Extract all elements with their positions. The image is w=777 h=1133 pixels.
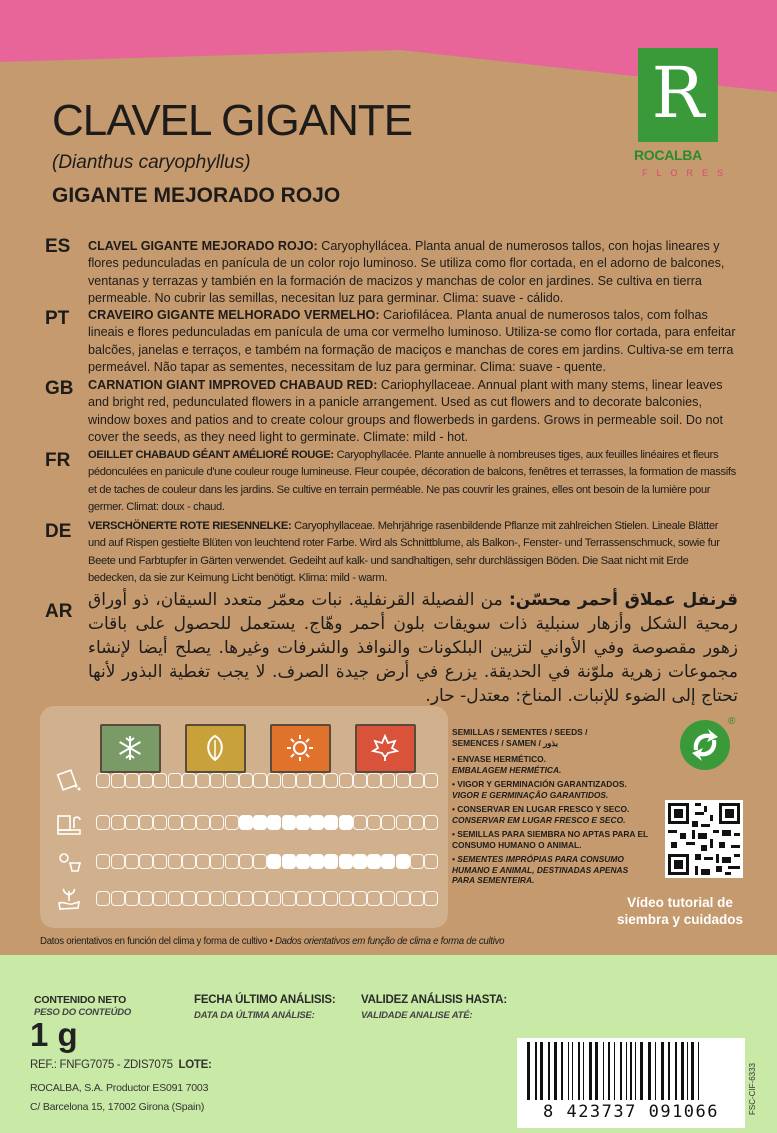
sun-icon bbox=[286, 734, 314, 762]
season-spring bbox=[185, 724, 246, 773]
calendar-cell bbox=[168, 773, 182, 788]
recycle-arrows-icon bbox=[680, 720, 730, 770]
barcode-bar bbox=[527, 1042, 530, 1100]
calendar-cell bbox=[239, 854, 253, 869]
calendar-cell bbox=[267, 773, 281, 788]
product-title: CLAVEL GIGANTE bbox=[52, 96, 413, 145]
calendar-cell bbox=[168, 815, 182, 830]
description-es-text: Caryophyllácea. Planta anual de numerosos tallos, con hojas lineares y flores pedunculadas en panícula de un color rojo luminoso. Se utiliza como flor cortada, en el adorno de balcones, ventanas y terrazas y también en la formación de macizos y manchas de color en jardines. Se cultiva en tierra permeable. No cubrir las semillas, necesitan luz para germinar. Clima: suave - cálido. bbox=[88, 239, 725, 306]
validity-label: VALIDEZ ANÁLISIS HASTA: bbox=[361, 994, 507, 1006]
description-es-head: CLAVEL GIGANTE MEJORADO ROJO: bbox=[88, 239, 318, 253]
calendar-cell bbox=[353, 854, 367, 869]
calendar-cell bbox=[139, 773, 153, 788]
leaf-icon bbox=[201, 734, 229, 762]
barcode-bar bbox=[648, 1042, 651, 1100]
description-fr-head: OEILLET CHABAUD GÉANT AMÉLIORÉ ROUGE: bbox=[88, 449, 334, 461]
description-gb bbox=[88, 377, 736, 447]
barcode-bar bbox=[583, 1042, 584, 1100]
seeds-item-italic: VIGOR E GERMINAÇÃO GARANTIDOS. bbox=[452, 789, 609, 800]
barcode-bar bbox=[535, 1042, 537, 1100]
net-content-sub: PESO DO CONTEÚDO bbox=[34, 1007, 132, 1018]
calendar-cell bbox=[153, 773, 167, 788]
calendar-cell bbox=[410, 773, 424, 788]
calendar-cell bbox=[239, 815, 253, 830]
barcode-bar bbox=[589, 1042, 592, 1100]
sowing-calendar bbox=[40, 706, 448, 928]
calendar-cell bbox=[339, 773, 353, 788]
barcode-bars bbox=[517, 1038, 745, 1102]
seeds-heading-1: SEMILLAS / SEMENTES / SEEDS / bbox=[452, 727, 588, 737]
calendar-cell bbox=[253, 773, 267, 788]
calendar-cell bbox=[324, 891, 338, 906]
calendar-cell bbox=[282, 891, 296, 906]
barcode-bar bbox=[603, 1042, 604, 1100]
description-de-head: VERSCHÖNERTE ROTE RIESENNELKE: bbox=[88, 520, 292, 532]
calendar-cell bbox=[267, 854, 281, 869]
maple-leaf-icon bbox=[371, 734, 399, 762]
calendar-cell bbox=[196, 891, 210, 906]
calendar-cell bbox=[210, 854, 224, 869]
calendar-cell bbox=[267, 891, 281, 906]
logo-name: ROCALBA bbox=[634, 147, 702, 163]
calendar-cell bbox=[125, 891, 139, 906]
seeds-item-text: • ENVASE HERMÉTICO. bbox=[452, 754, 546, 764]
calendar-cell bbox=[182, 773, 196, 788]
seeds-item bbox=[452, 854, 652, 886]
calendar-cell bbox=[282, 854, 296, 869]
calendar-cell bbox=[182, 815, 196, 830]
calendar-cell bbox=[210, 773, 224, 788]
qr-code-pattern bbox=[665, 800, 743, 878]
reference-code: REF.: FNFG7075 - ZDIS7075 bbox=[30, 1059, 173, 1071]
calendar-cell bbox=[96, 854, 110, 869]
description-de bbox=[88, 518, 736, 588]
calendar-cell bbox=[96, 773, 110, 788]
calendar-cell bbox=[139, 854, 153, 869]
calendar-cell bbox=[296, 891, 310, 906]
calendar-cell bbox=[210, 891, 224, 906]
calendar-cell bbox=[196, 773, 210, 788]
barcode-bar bbox=[548, 1042, 550, 1100]
calendar-cell bbox=[310, 773, 324, 788]
calendar-cell bbox=[324, 854, 338, 869]
footnote-text: Datos orientativos en función del clima y forma de cultivo • bbox=[40, 936, 275, 947]
calendar-cell bbox=[111, 815, 125, 830]
barcode-bar bbox=[578, 1042, 580, 1100]
description-gb-head: CARNATION GIANT IMPROVED CHABAUD RED: bbox=[88, 378, 378, 392]
calendar-cell bbox=[396, 815, 410, 830]
description-ar-head: قرنفل عملاق أحمر محسّن: bbox=[508, 590, 738, 610]
logo-subtitle: FLORES bbox=[642, 168, 733, 178]
description-de-text: Caryophyllaceae. Mehrjährige rasenbildende Pflanze mit zahlreichen Stielen. Lineale Blätter und auf Rispen gestielte Blüten von leuchtend roter Farbe. Wird als Schnittblume, als Balkon-, Fenster- und Terrassenschmuck, sowie fur Beete und Farbtupfer in Gärten verwendet. Gedeiht auf kalk- und sandhaltigen, sehr durchlässigen Böden. Die Saat nicht mit Erde bedecken, da sie zur Keimung Licht benötigt. Klima: mild - warm. bbox=[88, 520, 720, 585]
barcode-bar bbox=[554, 1042, 557, 1100]
barcode-bar bbox=[608, 1042, 610, 1100]
calendar-cell bbox=[296, 854, 310, 869]
calendar-cell bbox=[296, 815, 310, 830]
calendar-cell bbox=[339, 854, 353, 869]
calendar-cell bbox=[267, 815, 281, 830]
calendar-cell bbox=[111, 891, 125, 906]
registered-mark: ® bbox=[728, 716, 736, 727]
calendar-cell bbox=[396, 854, 410, 869]
latin-name: (Dianthus caryophyllus) bbox=[52, 152, 251, 173]
description-fr-text: Caryophyllacée. Plante annuelle à nombreuses tiges, aux feuilles linéaires et fleurs pédonculées en panicule d'une couleur rouge lumineuse. Fleur coupée, décoration de balcons, fenêtres et terrasses, la formation de massifs et de taches de couleur dans les jardins. Se cultive en terrain perméable. Ne pas couvrir les graines, elles ont besoin de la lumière pour germer. Climat: doux - chaud. bbox=[88, 449, 736, 514]
video-tutorial-label bbox=[604, 894, 756, 928]
sun-watering-icon bbox=[56, 849, 82, 873]
seeds-list bbox=[452, 754, 652, 886]
description-fr bbox=[88, 447, 736, 517]
calendar-cell bbox=[282, 773, 296, 788]
seeds-heading-2: SEMENCES / SAMEN / بذور bbox=[452, 737, 559, 748]
validity-sub: VALIDADE ANALISE ATÉ: bbox=[361, 1010, 473, 1021]
barcode-bar bbox=[626, 1042, 627, 1100]
calendar-cell bbox=[353, 891, 367, 906]
calendar-cell bbox=[253, 854, 267, 869]
calendar-cell bbox=[225, 773, 239, 788]
calendar-cell bbox=[381, 773, 395, 788]
description-pt-text: Cariofilácea. Planta anual de numerosos talos, com folhas lineais e flores pedunculadas em panícula de uma cor vermelho luminoso. Utiliza-se como flor cortada, para enfeitar balcões, janelas e terraços, e também na formação de maciços e manchas de cores em jardins. Cultiva-se em terra permeável. Não tapar as sementes, necessitam de luz para germinar. Clima: suave - quente. bbox=[88, 308, 736, 375]
barcode-bar bbox=[681, 1042, 684, 1100]
calendar-cell bbox=[225, 891, 239, 906]
variety-name: GIGANTE MEJORADO ROJO bbox=[52, 184, 341, 207]
seed-packet-icon bbox=[56, 768, 82, 792]
lang-code-fr: FR bbox=[45, 450, 71, 471]
fsc-code: FSC-CIF-6333 bbox=[748, 1062, 757, 1115]
calendar-cell bbox=[381, 815, 395, 830]
footnote-italic: Dados orientativos em função de clima e forma de cultivo bbox=[274, 936, 505, 947]
barcode-bar bbox=[561, 1042, 563, 1100]
season-autumn bbox=[355, 724, 416, 773]
calendar-cell bbox=[310, 854, 324, 869]
lang-code-pt: PT bbox=[45, 308, 70, 329]
calendar-cell bbox=[153, 815, 167, 830]
calendar-cell bbox=[310, 815, 324, 830]
logo-letter: R bbox=[651, 52, 705, 134]
calendar-cell bbox=[182, 891, 196, 906]
calendar-cell bbox=[339, 815, 353, 830]
reference-line bbox=[30, 1059, 212, 1071]
description-ar-text: من الفصيلة القرنفلية. نبات معمّر متعدد السيقان، ذو أوراق رمحية الشكل وأزهار سنبلية ذات سويقات بلون أحمر وهّاج. يستعمل للحصول على باقات زهور مقصوصة وفي الأواني لتزيين البلكونات والنوافذ والشرفات وغيرها. يصلح أيضا لإنشاء مجموعات زهرية ملوّنة في الحديقة. يزرع في أرض جيدة الصرف. لا يجب تغطية البذور لأنها تحتاج إلى الضوء للإنبات. المناخ: معتدل- حار. bbox=[88, 590, 738, 706]
calendar-cell bbox=[139, 891, 153, 906]
season-summer bbox=[270, 724, 331, 773]
calendar-cell bbox=[381, 854, 395, 869]
plant-in-hand-icon bbox=[56, 887, 82, 911]
calendar-cell bbox=[339, 891, 353, 906]
barcode bbox=[517, 1038, 745, 1128]
calendar-cell bbox=[153, 891, 167, 906]
calendar-cell bbox=[410, 891, 424, 906]
description-ar bbox=[88, 588, 738, 708]
calendar-cell bbox=[410, 815, 424, 830]
barcode-bar bbox=[691, 1042, 694, 1100]
seeds-info bbox=[452, 727, 652, 890]
seeds-item bbox=[452, 754, 652, 775]
seeds-item-text: • CONSERVAR EN LUGAR FRESCO Y SECO. bbox=[452, 804, 630, 814]
barcode-bar bbox=[540, 1042, 543, 1100]
video-tutorial-line-1: Vídeo tutorial de bbox=[627, 895, 733, 910]
calendar-cell bbox=[282, 815, 296, 830]
calendar-cell bbox=[196, 815, 210, 830]
calendar-cell bbox=[367, 815, 381, 830]
calendar-cell bbox=[253, 815, 267, 830]
calendar-cell bbox=[168, 854, 182, 869]
season-winter bbox=[100, 724, 161, 773]
seeds-item-text: • SEMILLAS PARA SIEMBRA NO APTAS PARA EL CONSUMO HUMANO O ANIMAL. bbox=[452, 829, 649, 850]
description-gb-text: Cariophyllaceae. Annual plant with many stems, linear leaves and bright red, pedunculated flowers in a panicle arrangement. Used as cut flowers and to decorate balconies, window boxes and patios and to create colour groups and flowerbeds in gardens. Grows in permeable soil. Do not cover the seeds, as they need light to germinate. Climate: mild - hot. bbox=[88, 378, 723, 445]
lang-code-es: ES bbox=[45, 236, 71, 257]
calendar-cell bbox=[296, 773, 310, 788]
net-weight: 1 g bbox=[30, 1016, 78, 1053]
qr-code[interactable] bbox=[665, 800, 743, 878]
calendar-cell bbox=[239, 891, 253, 906]
description-pt bbox=[88, 307, 736, 377]
seeds-item-text: • VIGOR Y GERMINACIÓN GARANTIZADOS. bbox=[452, 779, 627, 789]
calendar-cell bbox=[353, 815, 367, 830]
calendar-cell bbox=[111, 773, 125, 788]
calendar-cell bbox=[381, 891, 395, 906]
calendar-cell bbox=[196, 854, 210, 869]
calendar-cell bbox=[310, 891, 324, 906]
calendar-cell bbox=[367, 854, 381, 869]
green-dot-recycle-icon bbox=[680, 720, 730, 770]
seeds-item-italic: EMBALAGEM HERMÉTICA. bbox=[452, 764, 562, 775]
calendar-cell bbox=[125, 854, 139, 869]
barcode-bar bbox=[640, 1042, 643, 1100]
barcode-bar bbox=[635, 1042, 636, 1100]
barcode-bar bbox=[661, 1042, 664, 1100]
calendar-footnote bbox=[40, 936, 504, 947]
calendar-cell bbox=[225, 854, 239, 869]
calendar-cell bbox=[410, 854, 424, 869]
net-content-label: CONTENIDO NETO bbox=[34, 994, 127, 1006]
logo-box bbox=[638, 48, 718, 142]
barcode-bar bbox=[675, 1042, 677, 1100]
seeds-item bbox=[452, 829, 652, 850]
calendar-cell bbox=[125, 773, 139, 788]
lang-code-gb: GB bbox=[45, 378, 74, 399]
seedbed-sowing-icon bbox=[56, 812, 82, 836]
lang-code-ar: AR bbox=[45, 601, 73, 622]
barcode-bar bbox=[687, 1042, 688, 1100]
analysis-date-label: FECHA ÚLTIMO ANÁLISIS: bbox=[194, 994, 336, 1006]
seeds-item bbox=[452, 804, 652, 825]
video-tutorial-line-2: siembra y cuidados bbox=[616, 912, 744, 927]
description-es bbox=[88, 238, 736, 308]
calendar-cell bbox=[424, 815, 438, 830]
barcode-bar bbox=[698, 1042, 699, 1100]
producer-line: ROCALBA, S.A. Productor ES091 7003 bbox=[30, 1082, 209, 1094]
calendar-cell bbox=[182, 854, 196, 869]
calendar-cell bbox=[111, 854, 125, 869]
calendar-cell bbox=[367, 773, 381, 788]
calendar-cell bbox=[139, 815, 153, 830]
barcode-number: 8 423737 091066 bbox=[542, 1102, 720, 1122]
calendar-cell bbox=[424, 854, 438, 869]
calendar-cell bbox=[239, 773, 253, 788]
calendar-cell bbox=[253, 891, 267, 906]
calendar-cell bbox=[324, 773, 338, 788]
seeds-item-italic: CONSERVAR EM LUGAR FRESCO E SECO. bbox=[452, 814, 626, 825]
calendar-cell bbox=[96, 891, 110, 906]
calendar-cell bbox=[96, 815, 110, 830]
barcode-bar bbox=[655, 1042, 656, 1100]
snowflake-icon bbox=[116, 734, 144, 762]
calendar-cell bbox=[396, 891, 410, 906]
seeds-item-italic: • SEMENTES IMPRÓPIAS PARA CONSUMO HUMANO E ANIMAL, DESTINADAS APENAS PARA SEMENTEIRA. bbox=[452, 854, 629, 885]
calendar-cell bbox=[396, 773, 410, 788]
barcode-bar bbox=[620, 1042, 622, 1100]
seeds-item bbox=[452, 779, 652, 800]
barcode-bar bbox=[614, 1042, 615, 1100]
barcode-bar bbox=[595, 1042, 598, 1100]
barcode-bar bbox=[630, 1042, 632, 1100]
calendar-cell bbox=[153, 854, 167, 869]
calendar-cell bbox=[324, 815, 338, 830]
calendar-cell bbox=[168, 891, 182, 906]
calendar-cell bbox=[424, 891, 438, 906]
calendar-cell bbox=[210, 815, 224, 830]
barcode-bar bbox=[572, 1042, 573, 1100]
lot-label: LOTE: bbox=[178, 1059, 212, 1071]
rocalba-logo bbox=[624, 48, 734, 178]
barcode-bar bbox=[568, 1042, 569, 1100]
calendar-cell bbox=[125, 815, 139, 830]
calendar-cell bbox=[225, 815, 239, 830]
description-pt-head: CRAVEIRO GIGANTE MELHORADO VERMELHO: bbox=[88, 308, 380, 322]
calendar-cell bbox=[353, 773, 367, 788]
calendar-cell bbox=[424, 773, 438, 788]
lang-code-de: DE bbox=[45, 521, 72, 542]
analysis-date-sub: DATA DA ÚLTIMA ANÁLISE: bbox=[194, 1010, 315, 1021]
calendar-cell bbox=[367, 891, 381, 906]
address-line: C/ Barcelona 15, 17002 Girona (Spain) bbox=[30, 1101, 205, 1113]
barcode-bar bbox=[668, 1042, 670, 1100]
